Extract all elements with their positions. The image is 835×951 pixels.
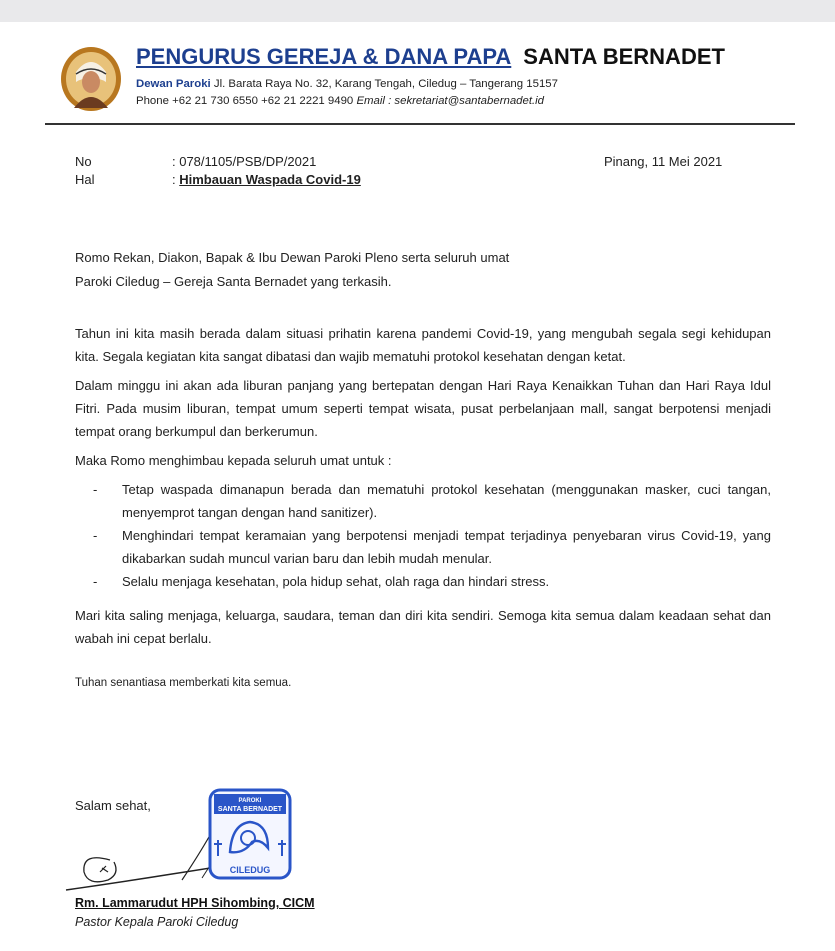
- hal-value: Himbauan Waspada Covid-19: [179, 172, 361, 187]
- council-label: Dewan Paroki: [136, 78, 211, 90]
- salutation: Salam sehat,: [75, 798, 151, 813]
- closing-line: Tuhan senantiasa memberkati kita semua.: [75, 677, 292, 689]
- signer-role: Pastor Kepala Paroki Ciledug: [75, 915, 239, 929]
- paragraph-4: Mari kita saling menjaga, keluarga, saudara, teman dan diri kita sendiri. Semoga kita semua dalam keadaan sehat dan wabah ini cepat berlalu.: [75, 608, 771, 646]
- paragraph-1: Tahun ini kita masih berada dalam situasi prihatin karena pandemi Covid-19, yang mengubah segala segi kehidupan kita. Segala kegiatan kita sangat dibatasi dan wajib mematuhi protokol kesehatan dengan ketat.: [75, 326, 771, 364]
- list-item: - Menghindari tempat keramaian yang berpotensi menjadi tempat terjadinya penyebaran virus Covid-19, yang dikabarkan sudah muncul varian baru dan lebih mudah menular.: [93, 528, 771, 566]
- paragraph-2: Dalam minggu ini akan ada liburan panjang yang bertepatan dengan Hari Raya Kenaikkan Tuhan dan Hari Raya Idul Fitri. Pada musim liburan, tempat umum seperti tempat wisata, pusat perbelanjaan mall, sangat berpotensi menjadi tempat orang berkumpul dan berkerumun.: [75, 378, 771, 439]
- greeting-line-2: Paroki Ciledug – Gereja Santa Bernadet yang terkasih.: [75, 274, 392, 289]
- letterhead-title: [136, 44, 725, 70]
- list-item-text: Selalu menjaga kesehatan, pola hidup sehat, olah raga dan hindari stress.: [122, 574, 550, 589]
- parish-stamp-icon: [200, 782, 300, 882]
- letterhead-divider: [45, 123, 795, 125]
- svg-text:SANTA BERNADET: SANTA BERNADET: [217, 806, 283, 813]
- list-item-text: Tetap waspada dimanapun berada dan mematuhi protokol kesehatan (menggunakan masker, cuci tangan, menyemprot tangan dengan hand sanitizer).: [122, 482, 771, 520]
- address-text: Jl. Barata Raya No. 32, Karang Tengah, Ciledug – Tangerang 15157: [213, 78, 558, 90]
- svg-text:PAROKI: PAROKI: [238, 798, 262, 804]
- church-name: SANTA BERNADET: [523, 44, 725, 69]
- phone-text: Phone +62 21 730 6550 +62 21 2221 9490: [136, 95, 354, 107]
- paragraph-3: Maka Romo menghimbau kepada seluruh umat untuk :: [75, 453, 392, 468]
- svg-text:CILEDUG: CILEDUG: [229, 865, 271, 875]
- no-value: : 078/1105/PSB/DP/2021: [172, 154, 317, 169]
- letterhead-contact: [136, 95, 544, 107]
- signer-name: Rm. Lammarudut HPH Sihombing, CICM: [75, 896, 315, 910]
- hal-colon: :: [172, 172, 176, 187]
- advice-list: [93, 478, 771, 593]
- greeting-line-1: Romo Rekan, Diakon, Bapak & Ibu Dewan Paroki Pleno serta seluruh umat: [75, 250, 510, 265]
- org-name: PENGURUS GEREJA & DANA PAPA: [136, 44, 512, 69]
- list-item: - Tetap waspada dimanapun berada dan mematuhi protokol kesehatan (menggunakan masker, cuci tangan, menyemprot tangan dengan hand sanitizer).: [93, 482, 771, 520]
- hal-label: Hal: [75, 172, 95, 187]
- list-item-text: Menghindari tempat keramaian yang berpotensi menjadi tempat terjadinya penyebaran virus Covid-19, yang dikabarkan sudah muncul varian baru dan lebih mudah menular.: [122, 528, 771, 566]
- parish-logo-icon: [60, 46, 122, 112]
- email-text: Email : sekretariat@santabernadet.id: [356, 95, 545, 107]
- place-date: Pinang, 11 Mei 2021: [604, 154, 723, 169]
- top-bar: [0, 0, 835, 22]
- no-label: No: [75, 154, 92, 169]
- letterhead-address: [136, 78, 558, 90]
- hal-field: [172, 172, 361, 187]
- list-item: - Selalu menjaga kesehatan, pola hidup sehat, olah raga dan hindari stress.: [93, 574, 550, 589]
